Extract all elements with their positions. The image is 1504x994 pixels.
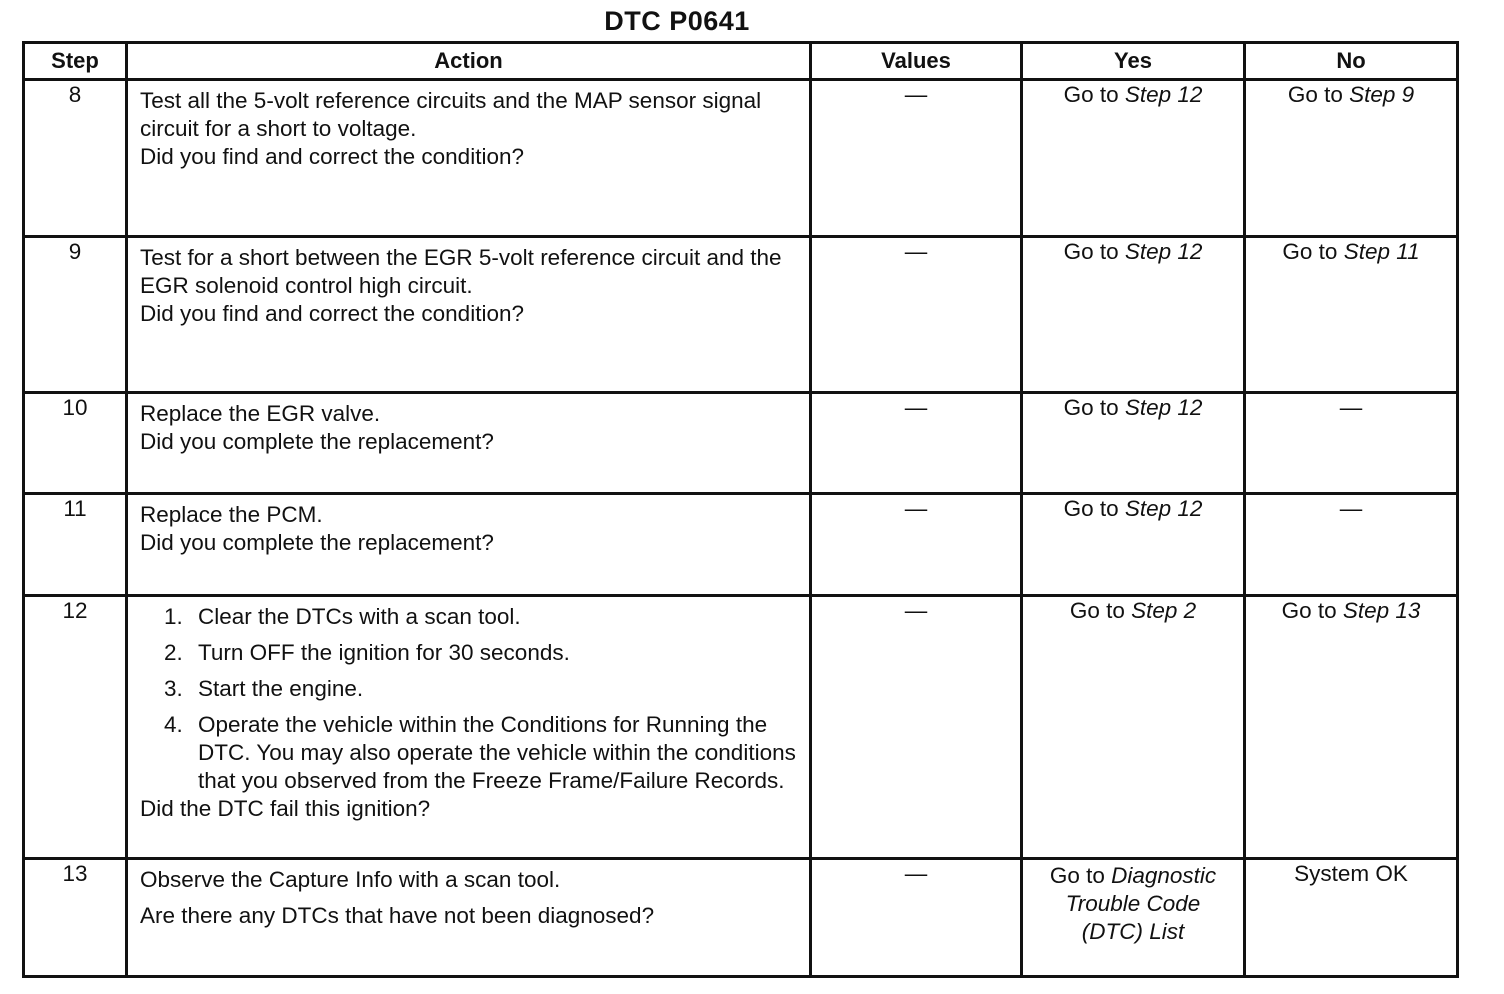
action-question: Are there any DTCs that have not been diagnosed? xyxy=(140,903,655,928)
go-to-prefix: Go to xyxy=(1063,239,1125,264)
column-header-no: No xyxy=(1245,43,1458,80)
column-header-yes: Yes xyxy=(1022,43,1245,80)
no-result[interactable] xyxy=(1282,238,1419,266)
go-to-link[interactable]: Diagnostic Trouble Code (DTC) List xyxy=(1065,863,1217,944)
go-to-link[interactable]: Step 2 xyxy=(1131,598,1197,623)
go-to-link[interactable]: Step 11 xyxy=(1343,239,1420,264)
table-row xyxy=(24,237,1458,393)
yes-result[interactable] xyxy=(1070,597,1196,625)
yes-cell xyxy=(1022,237,1245,393)
go-to-link[interactable]: Step 12 xyxy=(1124,395,1203,420)
values-cell: — xyxy=(811,859,1022,977)
procedure-list xyxy=(140,603,799,795)
no-result[interactable] xyxy=(1288,81,1414,109)
yes-result[interactable] xyxy=(1064,394,1203,422)
no-cell xyxy=(1245,393,1458,494)
table-row xyxy=(24,80,1458,237)
values-cell: — xyxy=(811,393,1022,494)
no-result[interactable] xyxy=(1282,597,1421,625)
action-instruction: Test for a short between the EGR 5-volt reference circuit and the EGR solenoid control high circuit. xyxy=(140,245,782,298)
list-item xyxy=(164,603,799,631)
action-question: Did the DTC fail this ignition? xyxy=(140,796,431,821)
go-to-prefix: Go to xyxy=(1063,496,1125,521)
page-title: DTC P0641 xyxy=(604,6,750,36)
action-cell xyxy=(127,596,811,859)
go-to-prefix: Go to xyxy=(1281,598,1343,623)
list-text: Start the engine. xyxy=(198,676,364,701)
list-number: 1. xyxy=(164,604,183,629)
go-to-prefix: Go to xyxy=(1049,863,1112,888)
list-number: 3. xyxy=(164,676,183,701)
yes-result[interactable] xyxy=(1064,81,1203,109)
step-number: 12 xyxy=(24,596,127,859)
yes-cell xyxy=(1022,596,1245,859)
values-cell: — xyxy=(811,237,1022,393)
table-row xyxy=(24,393,1458,494)
action-cell xyxy=(127,859,811,977)
go-to-link[interactable]: Step 9 xyxy=(1349,82,1415,107)
action-cell xyxy=(127,393,811,494)
go-to-link[interactable]: Step 12 xyxy=(1124,239,1203,264)
values-cell: — xyxy=(811,80,1022,237)
action-instruction: Replace the EGR valve. xyxy=(140,401,381,426)
yes-cell xyxy=(1022,494,1245,596)
no-cell xyxy=(1245,237,1458,393)
table-header-row xyxy=(24,43,1458,80)
yes-result[interactable] xyxy=(1064,238,1203,266)
no-cell xyxy=(1245,80,1458,237)
no-cell xyxy=(1245,859,1458,977)
step-number: 11 xyxy=(24,494,127,596)
list-number: 2. xyxy=(164,640,183,665)
go-to-prefix: Go to xyxy=(1063,395,1125,420)
yes-result[interactable] xyxy=(1033,862,1233,946)
no-cell xyxy=(1245,596,1458,859)
go-to-prefix: Go to xyxy=(1063,82,1125,107)
column-header-values: Values xyxy=(811,43,1022,80)
no-result: System OK xyxy=(1294,861,1408,886)
step-number: 8 xyxy=(24,80,127,237)
list-text: Clear the DTCs with a scan tool. xyxy=(198,604,521,629)
action-question: Did you complete the replacement? xyxy=(140,530,494,555)
go-to-link[interactable]: Step 13 xyxy=(1342,598,1421,623)
go-to-link[interactable]: Step 12 xyxy=(1124,496,1203,521)
action-question: Did you complete the replacement? xyxy=(140,429,494,454)
action-cell xyxy=(127,494,811,596)
yes-cell xyxy=(1022,859,1245,977)
action-cell xyxy=(127,237,811,393)
list-text: Operate the vehicle within the Conditions for Running the DTC. You may also operate the vehicle within the conditions that you observed from the Freeze Frame/Failure Records. xyxy=(198,712,796,793)
action-instruction: Observe the Capture Info with a scan tool. xyxy=(140,867,561,892)
go-to-prefix: Go to xyxy=(1282,239,1344,264)
table-row xyxy=(24,596,1458,859)
list-item xyxy=(164,675,799,703)
action-question: Did you find and correct the condition? xyxy=(140,144,524,169)
go-to-prefix: Go to xyxy=(1287,82,1350,107)
yes-result[interactable] xyxy=(1064,495,1203,523)
step-number: 13 xyxy=(24,859,127,977)
go-to-link[interactable]: Step 12 xyxy=(1124,82,1203,107)
list-item xyxy=(164,639,799,667)
table-row xyxy=(24,494,1458,596)
action-instruction: Replace the PCM. xyxy=(140,502,323,527)
values-cell: — xyxy=(811,596,1022,859)
action-cell xyxy=(127,80,811,237)
step-number: 10 xyxy=(24,393,127,494)
step-number: 9 xyxy=(24,237,127,393)
list-item xyxy=(164,711,799,795)
diagnostic-table xyxy=(22,41,1459,978)
go-to-prefix: Go to xyxy=(1069,598,1132,623)
list-text: Turn OFF the ignition for 30 seconds. xyxy=(198,640,570,665)
column-header-action: Action xyxy=(127,43,811,80)
no-result: — xyxy=(1339,395,1363,420)
action-question: Did you find and correct the condition? xyxy=(140,301,524,326)
action-instruction: Test all the 5-volt reference circuits and the MAP sensor signal circuit for a short to voltage. xyxy=(140,88,762,141)
no-result: — xyxy=(1339,496,1363,521)
yes-cell xyxy=(1022,80,1245,237)
values-cell: — xyxy=(811,494,1022,596)
list-number: 4. xyxy=(164,712,183,737)
table-row xyxy=(24,859,1458,977)
yes-cell xyxy=(1022,393,1245,494)
no-cell xyxy=(1245,494,1458,596)
column-header-step: Step xyxy=(24,43,127,80)
